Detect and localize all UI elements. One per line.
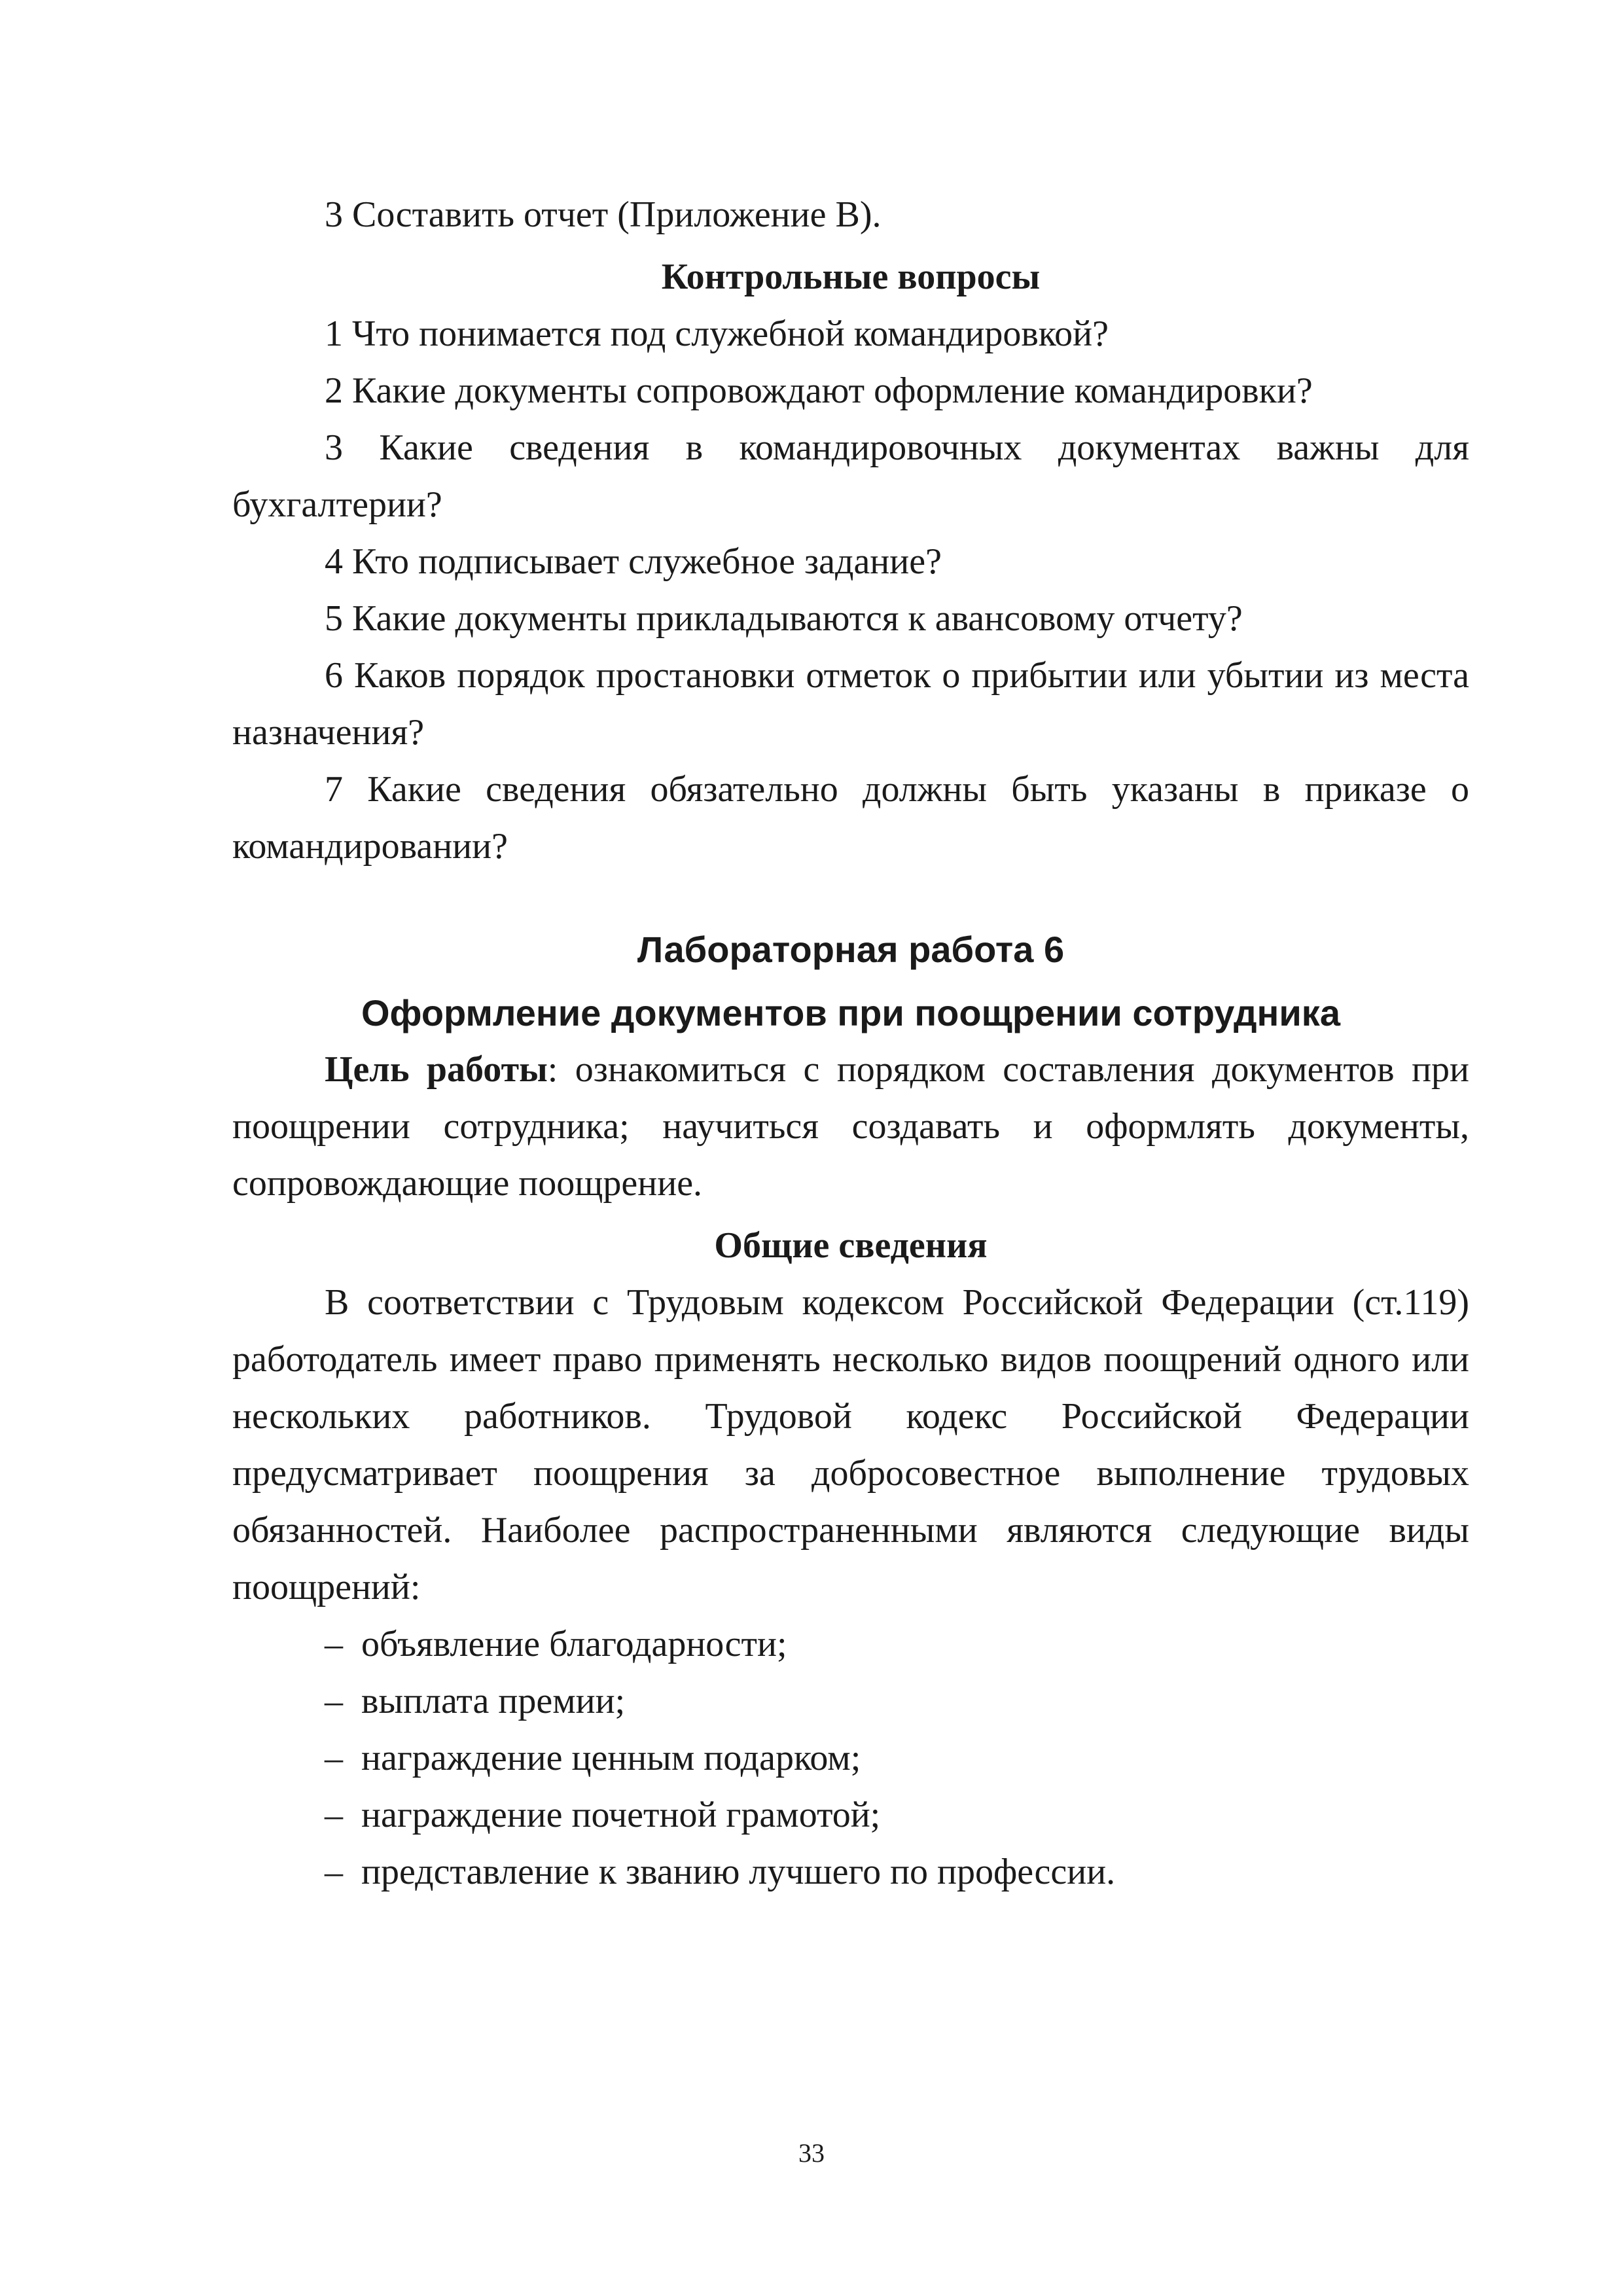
- question-item: 3 Какие сведения в командировочных документах важны для бухгалтерии?: [232, 427, 1469, 525]
- list-item-text: награждение почетной грамотой;: [361, 1795, 881, 1835]
- list-item: [325, 1787, 1469, 1844]
- lab-goal-paragraph: [232, 1041, 1469, 1212]
- list-item: [325, 1730, 1469, 1787]
- dash-marker: –: [325, 1624, 343, 1664]
- question-item: 7 Какие сведения обязательно должны быть указаны в приказе о командировании?: [232, 769, 1469, 867]
- page-content: [232, 187, 1469, 1901]
- dash-marker: –: [325, 1681, 343, 1721]
- lab-title-heading: Оформление документов при поощрении сотрудника: [361, 992, 1340, 1033]
- list-item: [325, 1616, 1469, 1673]
- list-item-text: выплата премии;: [361, 1681, 626, 1721]
- control-questions-list: [232, 306, 1469, 875]
- dash-marker: –: [325, 1852, 343, 1892]
- step-3-paragraph: 3 Составить отчет (Приложение В).: [325, 194, 882, 235]
- goal-label: Цель работы: [325, 1049, 548, 1090]
- control-questions-heading: Контрольные вопросы: [661, 257, 1041, 297]
- rewards-list: [232, 1616, 1469, 1901]
- page-number: 33: [798, 2138, 825, 2168]
- lab-number-heading: Лабораторная работа 6: [637, 929, 1065, 970]
- list-item: [325, 1673, 1469, 1730]
- general-info-paragraph: В соответствии с Трудовым кодексом Российской Федерации (ст.119) работодатель имеет право применять несколько видов поощрений одного или нескольких работников. Трудовой кодекс Российской Федерации предусматривает поощрения за добросовестное выполнение трудовых обязанностей. Наиболее распространенными являются следующие виды поощрений:: [232, 1282, 1469, 1607]
- goal-text: : ознакомиться с порядком составления документов при поощрении сотрудника; научиться создавать и оформлять документы, сопровождающие поощрение.: [232, 1049, 1470, 1204]
- question-item: 6 Каков порядок простановки отметок о прибытии или убытии из места назначения?: [232, 655, 1469, 753]
- question-item: 4 Кто подписывает служебное задание?: [325, 541, 942, 582]
- general-info-heading: Общие сведения: [714, 1225, 988, 1266]
- list-item-text: награждение ценным подарком;: [361, 1738, 861, 1778]
- list-item-text: представление к званию лучшего по профессии.: [361, 1852, 1116, 1892]
- question-item: 5 Какие документы прикладываются к авансовому отчету?: [325, 598, 1243, 639]
- dash-marker: –: [325, 1738, 343, 1778]
- question-item: 1 Что понимается под служебной командировкой?: [325, 314, 1109, 354]
- list-item: [325, 1844, 1469, 1901]
- question-item: 2 Какие документы сопровождают оформление командировки?: [325, 370, 1313, 411]
- list-item-text: объявление благодарности;: [361, 1624, 787, 1664]
- dash-marker: –: [325, 1795, 343, 1835]
